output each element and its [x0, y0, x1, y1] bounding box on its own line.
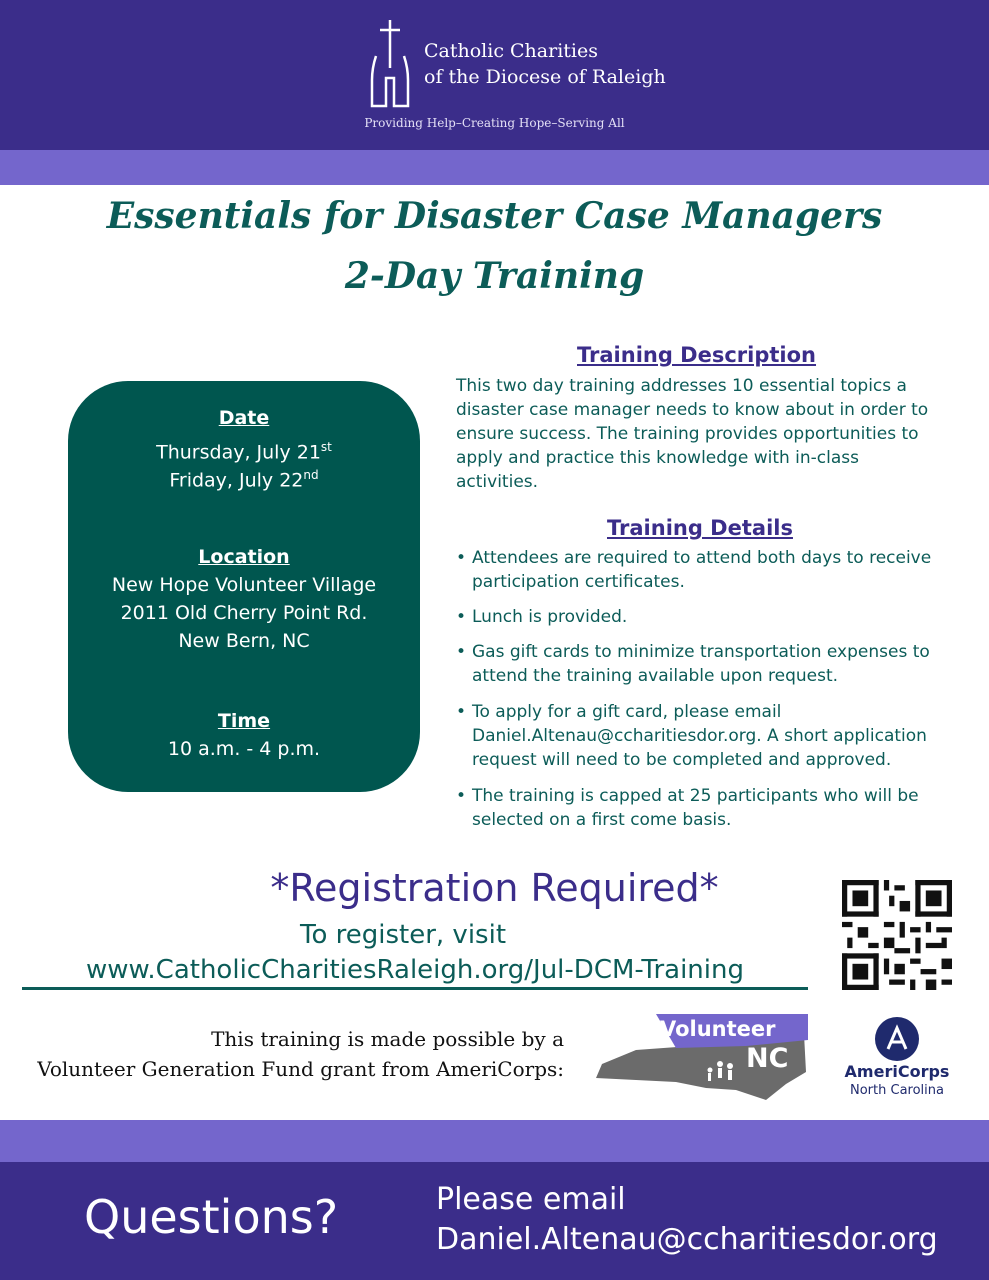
- questions-label: Questions?: [84, 1190, 339, 1244]
- bullet-icon: •: [456, 642, 467, 662]
- detail-item-text: Attendees are required to attend both days to receive participation certificates.: [472, 548, 932, 592]
- description-text: This two day training addresses 10 essential topics a disaster case manager needs to know about in order to ensure success. The training provides opportunities to apply and practice this knowledge with in-class activities.: [456, 376, 929, 492]
- event-info-box: [68, 381, 420, 792]
- detail-item-text: Gas gift cards to minimize transportation expenses to attend the training available upon request.: [472, 642, 930, 686]
- email-address[interactable]: Daniel.Altenau@ccharitiesdor.org: [436, 1222, 938, 1257]
- org-name-line2: of the Diocese of Raleigh: [424, 66, 666, 88]
- date-line2: [68, 461, 420, 494]
- americorps-name: AmeriCorps: [844, 1062, 950, 1081]
- detail-item-text: The training is capped at 25 participants who will be selected on a first come basis.: [472, 786, 919, 830]
- bullet-icon: •: [456, 607, 467, 627]
- location-line1: New Hope Volunteer Village: [111, 574, 377, 596]
- time-value: 10 a.m. - 4 p.m.: [167, 738, 321, 760]
- page-title: [0, 186, 989, 306]
- title-line1: Essentials for Disaster Case Managers: [106, 195, 883, 237]
- location-line2: 2011 Old Cherry Point Rd.: [120, 602, 368, 624]
- date-line1-sup: st: [320, 440, 332, 454]
- bullet-icon: •: [456, 548, 467, 568]
- bullet-icon: •: [456, 702, 467, 722]
- qr-code-icon[interactable]: [842, 880, 952, 990]
- date-line2-sup: nd: [303, 468, 319, 482]
- location-line3: New Bern, NC: [178, 630, 310, 652]
- org-name-line1: Catholic Charities: [424, 40, 598, 62]
- cross-logo-icon: [368, 18, 412, 110]
- grant-line1: This training is made possible by a: [211, 1027, 564, 1051]
- location-heading: Location: [198, 546, 290, 568]
- details-heading: Training Details: [607, 516, 793, 540]
- bullet-icon: •: [456, 786, 467, 806]
- date-heading: Date: [218, 407, 270, 429]
- detail-item: [456, 605, 936, 629]
- tagline: Providing Help–Creating Hope–Serving All: [364, 116, 625, 130]
- bottom-band: [0, 1120, 989, 1162]
- org-name: [424, 38, 666, 90]
- date-line1-text: Thursday, July 21: [156, 441, 321, 464]
- registration-subtext: To register, visit: [300, 920, 507, 950]
- detail-item: [456, 700, 936, 772]
- email-line1: Please email: [436, 1182, 626, 1217]
- registration-link[interactable]: www.CatholicCharitiesRaleigh.org/Jul-DCM-Training: [22, 955, 808, 990]
- grant-line2: Volunteer Generation Fund grant from AmeriCorps:: [37, 1057, 564, 1081]
- top-band: [0, 150, 989, 185]
- americorps-sub: North Carolina: [850, 1083, 944, 1098]
- registration-heading: *Registration Required*: [270, 866, 719, 910]
- detail-item-text: Lunch is provided.: [472, 607, 628, 627]
- time-heading: Time: [217, 710, 271, 732]
- date-line2-text: Friday, July 22: [169, 469, 304, 492]
- contact-email: [436, 1180, 938, 1260]
- volunteer-nc-logo: [596, 1012, 810, 1102]
- volunteer-text: Volunteer: [660, 1017, 776, 1041]
- detail-item-text: To apply for a gift card, please email Daniel.Altenau@ccharitiesdor.org. A short application request will need to be completed and approved.: [472, 702, 927, 770]
- americorps-logo-icon: [874, 1016, 920, 1062]
- header-banner: [0, 0, 989, 150]
- detail-item: [456, 784, 936, 832]
- detail-item: [456, 546, 936, 594]
- grant-statement: [20, 1024, 564, 1084]
- detail-item: [456, 640, 936, 688]
- title-line2: 2-Day Training: [344, 255, 645, 297]
- nc-text: NC: [746, 1043, 789, 1074]
- description-heading: Training Description: [577, 343, 817, 367]
